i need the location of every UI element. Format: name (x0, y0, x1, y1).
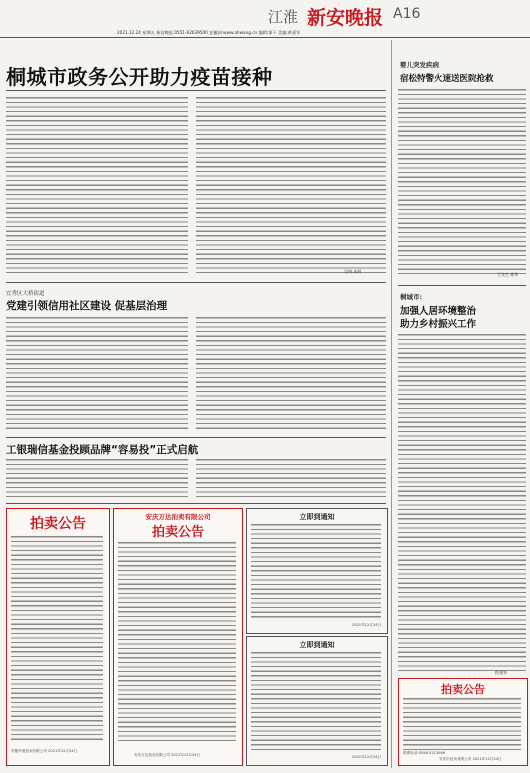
section-divider-1 (6, 282, 386, 283)
notice-ad-1-title: 立即到通知 (299, 513, 335, 521)
auction-ad-1-footer: 安徽华迪拍卖有限公司 2021年12月24日 (11, 749, 78, 753)
auction-ad-5-body (403, 697, 521, 751)
notice-ad-2-body (251, 651, 381, 753)
community-kicker: 宜秀区大桥街道 (6, 291, 45, 297)
community-headline: 党建引领信用社区建设 促基层治理 (6, 300, 168, 312)
right-mid-body (398, 333, 526, 673)
section-label: 江淮 (268, 8, 299, 26)
right-top-kicker: 婴儿突发疾病 (400, 61, 439, 69)
auction-ad-2-title: 拍卖公告 (151, 525, 204, 540)
right-divider-1 (398, 285, 526, 286)
community-column-1 (6, 316, 188, 432)
auction-ad-1-body (11, 535, 103, 741)
notice-ad-2 (246, 636, 388, 766)
auction-ad-1 (6, 508, 110, 766)
section-divider-2 (6, 437, 386, 438)
lead-headline: 桐城市政务公开助力疫苗接种 (6, 65, 273, 89)
lead-column-1 (6, 96, 188, 274)
notice-ad-1 (246, 508, 388, 634)
auction-ad-2 (113, 508, 243, 766)
right-top-byline: 王先生 徐华 (497, 272, 519, 277)
community-column-2 (196, 316, 386, 432)
column-divider (391, 40, 392, 768)
ads-divider (6, 503, 386, 504)
notice-ad-2-title: 立即到通知 (299, 641, 335, 649)
notice-ad-2-footer: 2021年12月24日 (351, 755, 381, 759)
auction-ad-2-company: 安庆万达拍卖有限公司 (145, 513, 211, 521)
lead-byline: 吴明 朱明 (344, 269, 362, 274)
right-mid-headline-2: 助力乡村振兴工作 (400, 319, 477, 330)
auction-ad-5-footer: 安庆市拍卖有限公司 2021年12月24日 (439, 757, 502, 761)
masthead (0, 0, 530, 40)
right-mid-byline: 程建华 (495, 670, 507, 675)
auction-ad-5-contact: 联系电话:0556-5213086 (403, 751, 446, 755)
masthead-info: 2021.12.24 星期五 新安晚报:0551-62639500 安徽网:www.ahwang.cn 编辑:郁干 美编:黄嘉军 (117, 30, 301, 35)
right-top-headline: 宿松特警火速送医院抢救 (400, 74, 494, 84)
icbc-headline: 工银瑞信基金投顾品牌“容易投”正式启航 (6, 444, 199, 456)
icbc-column-2 (196, 458, 386, 498)
lead-rule (6, 90, 386, 91)
paper-name: 新安晚报 (307, 7, 384, 29)
auction-ad-2-footer: 安庆万达拍卖有限公司 2021年12月24日 (134, 753, 201, 757)
auction-ad-5-title: 拍卖公告 (441, 683, 485, 696)
masthead-rule (0, 37, 530, 38)
lead-column-2 (196, 96, 386, 274)
right-mid-headline-1: 加强人居环境整治 (400, 306, 477, 317)
right-mid-kicker: 桐城市: (400, 293, 423, 301)
notice-ad-1-footer: 2021年12月24日 (351, 623, 381, 627)
right-top-body (398, 88, 526, 274)
page-number: A16 (393, 6, 421, 22)
auction-ad-2-body (118, 541, 236, 741)
auction-ad-1-title: 拍卖公告 (30, 516, 86, 532)
auction-ad-5 (398, 678, 528, 766)
icbc-column-1 (6, 458, 188, 498)
notice-ad-1-body (251, 523, 381, 621)
